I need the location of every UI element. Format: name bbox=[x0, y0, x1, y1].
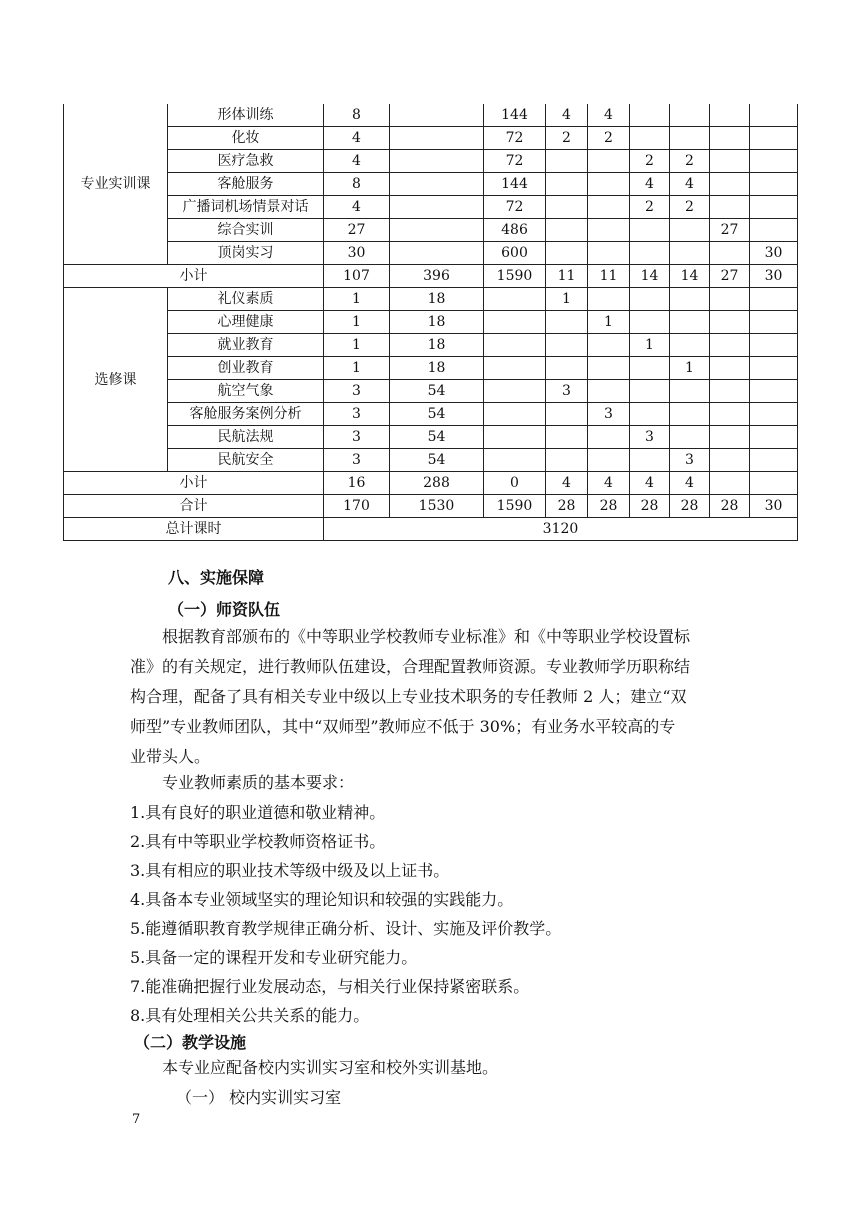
value-cell: 8 bbox=[324, 104, 390, 127]
requirement-item: 7.能准确把握行业发展动态，与相关行业保持紧密联系。 bbox=[130, 977, 530, 996]
page-number: 7 bbox=[132, 1112, 141, 1127]
value-cell: 2 bbox=[588, 127, 630, 150]
table-row bbox=[64, 219, 798, 242]
grand-total-label: 总计课时 bbox=[64, 518, 324, 541]
value-cell: 4 bbox=[630, 472, 670, 495]
section-heading: 八、实施保障 bbox=[168, 568, 265, 587]
table-row bbox=[64, 104, 798, 127]
value-cell: 30 bbox=[324, 242, 390, 265]
paragraph-line: 准》的有关规定，进行教师队伍建设，合理配置教师资源。专业教师学历职称结 bbox=[130, 657, 691, 676]
value-cell: 54 bbox=[390, 380, 484, 403]
summary-label-cell: 合计 bbox=[64, 495, 324, 518]
value-cell: 1 bbox=[324, 288, 390, 311]
course-name-cell: 客舱服务案例分析 bbox=[168, 403, 324, 426]
value-cell: 28 bbox=[710, 495, 750, 518]
value-cell bbox=[588, 288, 630, 311]
value-cell: 3 bbox=[324, 403, 390, 426]
table-row bbox=[64, 173, 798, 196]
value-cell: 3 bbox=[324, 426, 390, 449]
course-name-cell: 民航安全 bbox=[168, 449, 324, 472]
value-cell: 4 bbox=[588, 472, 630, 495]
value-cell: 1 bbox=[324, 311, 390, 334]
value-cell bbox=[484, 449, 546, 472]
subsection-heading-faculty: （一）师资队伍 bbox=[168, 600, 281, 619]
value-cell bbox=[750, 173, 798, 196]
value-cell: 3 bbox=[324, 449, 390, 472]
grand-total-row bbox=[64, 518, 798, 541]
value-cell bbox=[546, 357, 588, 380]
value-cell bbox=[546, 403, 588, 426]
value-cell: 1530 bbox=[390, 495, 484, 518]
value-cell: 28 bbox=[546, 495, 588, 518]
value-cell bbox=[630, 380, 670, 403]
value-cell bbox=[630, 449, 670, 472]
value-cell: 600 bbox=[484, 242, 546, 265]
value-cell bbox=[750, 311, 798, 334]
requirement-item: 5.具备一定的课程开发和专业研究能力。 bbox=[130, 948, 418, 967]
value-cell: 30 bbox=[750, 495, 798, 518]
value-cell bbox=[588, 426, 630, 449]
value-cell bbox=[588, 334, 630, 357]
value-cell bbox=[710, 449, 750, 472]
value-cell bbox=[390, 104, 484, 127]
value-cell bbox=[710, 127, 750, 150]
table-row bbox=[64, 334, 798, 357]
value-cell bbox=[390, 127, 484, 150]
value-cell bbox=[670, 127, 710, 150]
value-cell bbox=[546, 150, 588, 173]
value-cell bbox=[750, 334, 798, 357]
table-row bbox=[64, 449, 798, 472]
value-cell: 30 bbox=[750, 242, 798, 265]
value-cell bbox=[710, 173, 750, 196]
value-cell: 2 bbox=[630, 150, 670, 173]
value-cell: 54 bbox=[390, 403, 484, 426]
value-cell bbox=[390, 242, 484, 265]
subsection-heading-facilities: （二）教学设施 bbox=[134, 1033, 247, 1052]
value-cell: 107 bbox=[324, 265, 390, 288]
value-cell: 28 bbox=[588, 495, 630, 518]
value-cell: 8 bbox=[324, 173, 390, 196]
value-cell bbox=[750, 288, 798, 311]
table-row bbox=[64, 127, 798, 150]
value-cell bbox=[710, 150, 750, 173]
value-cell bbox=[546, 334, 588, 357]
value-cell: 1 bbox=[630, 334, 670, 357]
value-cell: 14 bbox=[630, 265, 670, 288]
value-cell: 18 bbox=[390, 357, 484, 380]
value-cell: 170 bbox=[324, 495, 390, 518]
value-cell bbox=[630, 104, 670, 127]
table-row bbox=[64, 196, 798, 219]
value-cell bbox=[630, 357, 670, 380]
value-cell: 1 bbox=[324, 334, 390, 357]
paragraph-line: 师型”专业教师团队，其中“双师型”教师应不低于 30%；有业务水平较高的专 bbox=[130, 717, 676, 736]
requirement-item: 1.具有良好的职业道德和敬业精神。 bbox=[130, 803, 386, 822]
value-cell bbox=[630, 242, 670, 265]
value-cell: 27 bbox=[710, 265, 750, 288]
value-cell: 27 bbox=[324, 219, 390, 242]
group-practical-training: 专业实训课 bbox=[64, 104, 168, 265]
course-name-cell: 就业教育 bbox=[168, 334, 324, 357]
paragraph-line: 根据教育部颁布的《中等职业学校教师专业标准》和《中等职业学校设置标 bbox=[162, 627, 691, 646]
course-name-cell: 综合实训 bbox=[168, 219, 324, 242]
value-cell bbox=[710, 196, 750, 219]
value-cell: 144 bbox=[484, 173, 546, 196]
course-name-cell: 广播词机场情景对话 bbox=[168, 196, 324, 219]
value-cell bbox=[546, 219, 588, 242]
value-cell bbox=[670, 334, 710, 357]
value-cell: 4 bbox=[324, 196, 390, 219]
value-cell bbox=[546, 449, 588, 472]
value-cell bbox=[710, 334, 750, 357]
value-cell bbox=[484, 426, 546, 449]
requirement-item: 8.具有处理相关公共关系的能力。 bbox=[130, 1006, 370, 1025]
value-cell bbox=[588, 380, 630, 403]
group-electives: 选修课 bbox=[64, 288, 168, 472]
curriculum-table bbox=[63, 104, 798, 541]
value-cell bbox=[484, 288, 546, 311]
value-cell bbox=[670, 104, 710, 127]
value-cell: 4 bbox=[546, 472, 588, 495]
value-cell bbox=[390, 173, 484, 196]
value-cell: 2 bbox=[670, 150, 710, 173]
value-cell: 4 bbox=[588, 104, 630, 127]
value-cell bbox=[588, 357, 630, 380]
value-cell bbox=[390, 196, 484, 219]
value-cell: 1 bbox=[546, 288, 588, 311]
value-cell bbox=[588, 219, 630, 242]
value-cell: 486 bbox=[484, 219, 546, 242]
value-cell bbox=[546, 196, 588, 219]
value-cell: 1 bbox=[324, 357, 390, 380]
value-cell: 3 bbox=[324, 380, 390, 403]
grand-total-value: 3120 bbox=[324, 518, 798, 541]
value-cell: 18 bbox=[390, 334, 484, 357]
value-cell: 2 bbox=[630, 196, 670, 219]
value-cell: 1 bbox=[670, 357, 710, 380]
value-cell bbox=[630, 403, 670, 426]
requirement-item: 5.能遵循职教育教学规律正确分析、设计、实施及评价教学。 bbox=[130, 919, 562, 938]
value-cell bbox=[670, 426, 710, 449]
summary-label-cell: 小计 bbox=[64, 265, 324, 288]
value-cell bbox=[546, 173, 588, 196]
value-cell: 18 bbox=[390, 311, 484, 334]
value-cell bbox=[750, 150, 798, 173]
value-cell bbox=[670, 288, 710, 311]
value-cell: 4 bbox=[630, 173, 670, 196]
value-cell bbox=[750, 380, 798, 403]
value-cell: 288 bbox=[390, 472, 484, 495]
value-cell bbox=[750, 219, 798, 242]
value-cell: 11 bbox=[588, 265, 630, 288]
facilities-paragraph: 本专业应配备校内实训实习室和校外实训基地。 bbox=[162, 1058, 499, 1077]
value-cell bbox=[588, 242, 630, 265]
value-cell bbox=[588, 150, 630, 173]
summary-label-cell: 小计 bbox=[64, 472, 324, 495]
value-cell bbox=[546, 311, 588, 334]
value-cell bbox=[710, 311, 750, 334]
table-row bbox=[64, 311, 798, 334]
value-cell: 72 bbox=[484, 127, 546, 150]
value-cell bbox=[710, 104, 750, 127]
value-cell: 27 bbox=[710, 219, 750, 242]
table-row bbox=[64, 380, 798, 403]
value-cell: 30 bbox=[750, 265, 798, 288]
value-cell bbox=[546, 426, 588, 449]
course-name-cell: 形体训练 bbox=[168, 104, 324, 127]
value-cell: 3 bbox=[588, 403, 630, 426]
value-cell bbox=[750, 357, 798, 380]
course-name-cell: 客舱服务 bbox=[168, 173, 324, 196]
value-cell: 4 bbox=[546, 104, 588, 127]
course-name-cell: 化妆 bbox=[168, 127, 324, 150]
value-cell bbox=[750, 196, 798, 219]
value-cell bbox=[484, 403, 546, 426]
value-cell: 3 bbox=[670, 449, 710, 472]
value-cell: 4 bbox=[670, 472, 710, 495]
value-cell: 11 bbox=[546, 265, 588, 288]
value-cell bbox=[390, 150, 484, 173]
value-cell: 2 bbox=[546, 127, 588, 150]
value-cell bbox=[630, 288, 670, 311]
value-cell bbox=[710, 403, 750, 426]
value-cell: 2 bbox=[670, 196, 710, 219]
value-cell bbox=[484, 380, 546, 403]
value-cell bbox=[588, 173, 630, 196]
value-cell: 1590 bbox=[484, 265, 546, 288]
course-name-cell: 心理健康 bbox=[168, 311, 324, 334]
value-cell bbox=[750, 104, 798, 127]
value-cell bbox=[710, 380, 750, 403]
value-cell bbox=[484, 357, 546, 380]
value-cell bbox=[710, 472, 750, 495]
value-cell: 72 bbox=[484, 150, 546, 173]
table-row bbox=[64, 403, 798, 426]
value-cell: 144 bbox=[484, 104, 546, 127]
value-cell: 4 bbox=[670, 173, 710, 196]
value-cell bbox=[588, 449, 630, 472]
value-cell bbox=[710, 357, 750, 380]
table-row bbox=[64, 242, 798, 265]
value-cell: 396 bbox=[390, 265, 484, 288]
course-name-cell: 礼仪素质 bbox=[168, 288, 324, 311]
value-cell: 14 bbox=[670, 265, 710, 288]
value-cell bbox=[390, 219, 484, 242]
value-cell: 54 bbox=[390, 426, 484, 449]
value-cell bbox=[546, 242, 588, 265]
course-name-cell: 民航法规 bbox=[168, 426, 324, 449]
paragraph-line: 业带头人。 bbox=[130, 747, 211, 766]
value-cell bbox=[630, 127, 670, 150]
course-name-cell: 创业教育 bbox=[168, 357, 324, 380]
value-cell: 18 bbox=[390, 288, 484, 311]
value-cell: 54 bbox=[390, 449, 484, 472]
table-row bbox=[64, 288, 798, 311]
value-cell: 4 bbox=[324, 127, 390, 150]
course-name-cell: 顶岗实习 bbox=[168, 242, 324, 265]
value-cell: 3 bbox=[546, 380, 588, 403]
value-cell bbox=[750, 403, 798, 426]
value-cell bbox=[710, 426, 750, 449]
value-cell bbox=[750, 449, 798, 472]
requirement-item: 2.具有中等职业学校教师资格证书。 bbox=[130, 832, 386, 851]
requirement-item: 4.具备本专业领域坚实的理论知识和较强的实践能力。 bbox=[130, 890, 514, 909]
value-cell bbox=[630, 219, 670, 242]
value-cell bbox=[670, 403, 710, 426]
requirements-intro: 专业教师素质的基本要求： bbox=[162, 773, 355, 792]
value-cell bbox=[670, 311, 710, 334]
table-row bbox=[64, 426, 798, 449]
value-cell bbox=[484, 311, 546, 334]
table-row bbox=[64, 357, 798, 380]
value-cell bbox=[670, 219, 710, 242]
subtotal-row-electives bbox=[64, 472, 798, 495]
value-cell: 16 bbox=[324, 472, 390, 495]
value-cell bbox=[484, 334, 546, 357]
table-row bbox=[64, 150, 798, 173]
course-name-cell: 航空气象 bbox=[168, 380, 324, 403]
value-cell bbox=[630, 311, 670, 334]
value-cell: 28 bbox=[670, 495, 710, 518]
requirement-item: 3.具有相应的职业技术等级中级及以上证书。 bbox=[130, 861, 450, 880]
value-cell bbox=[750, 472, 798, 495]
value-cell: 4 bbox=[324, 150, 390, 173]
value-cell bbox=[588, 196, 630, 219]
value-cell bbox=[750, 426, 798, 449]
value-cell bbox=[710, 242, 750, 265]
value-cell: 28 bbox=[630, 495, 670, 518]
subtotal-row-practical bbox=[64, 265, 798, 288]
value-cell bbox=[670, 380, 710, 403]
value-cell: 1590 bbox=[484, 495, 546, 518]
value-cell: 3 bbox=[630, 426, 670, 449]
value-cell: 1 bbox=[588, 311, 630, 334]
total-row bbox=[64, 495, 798, 518]
value-cell: 72 bbox=[484, 196, 546, 219]
course-name-cell: 医疗急救 bbox=[168, 150, 324, 173]
value-cell: 0 bbox=[484, 472, 546, 495]
value-cell bbox=[750, 127, 798, 150]
paragraph-line: 构合理，配备了具有相关专业中级以上专业技术职务的专任教师 2 人；建立“双 bbox=[130, 687, 687, 706]
value-cell bbox=[670, 242, 710, 265]
facilities-subheading: （一） 校内实训实习室 bbox=[176, 1088, 342, 1107]
value-cell bbox=[710, 288, 750, 311]
